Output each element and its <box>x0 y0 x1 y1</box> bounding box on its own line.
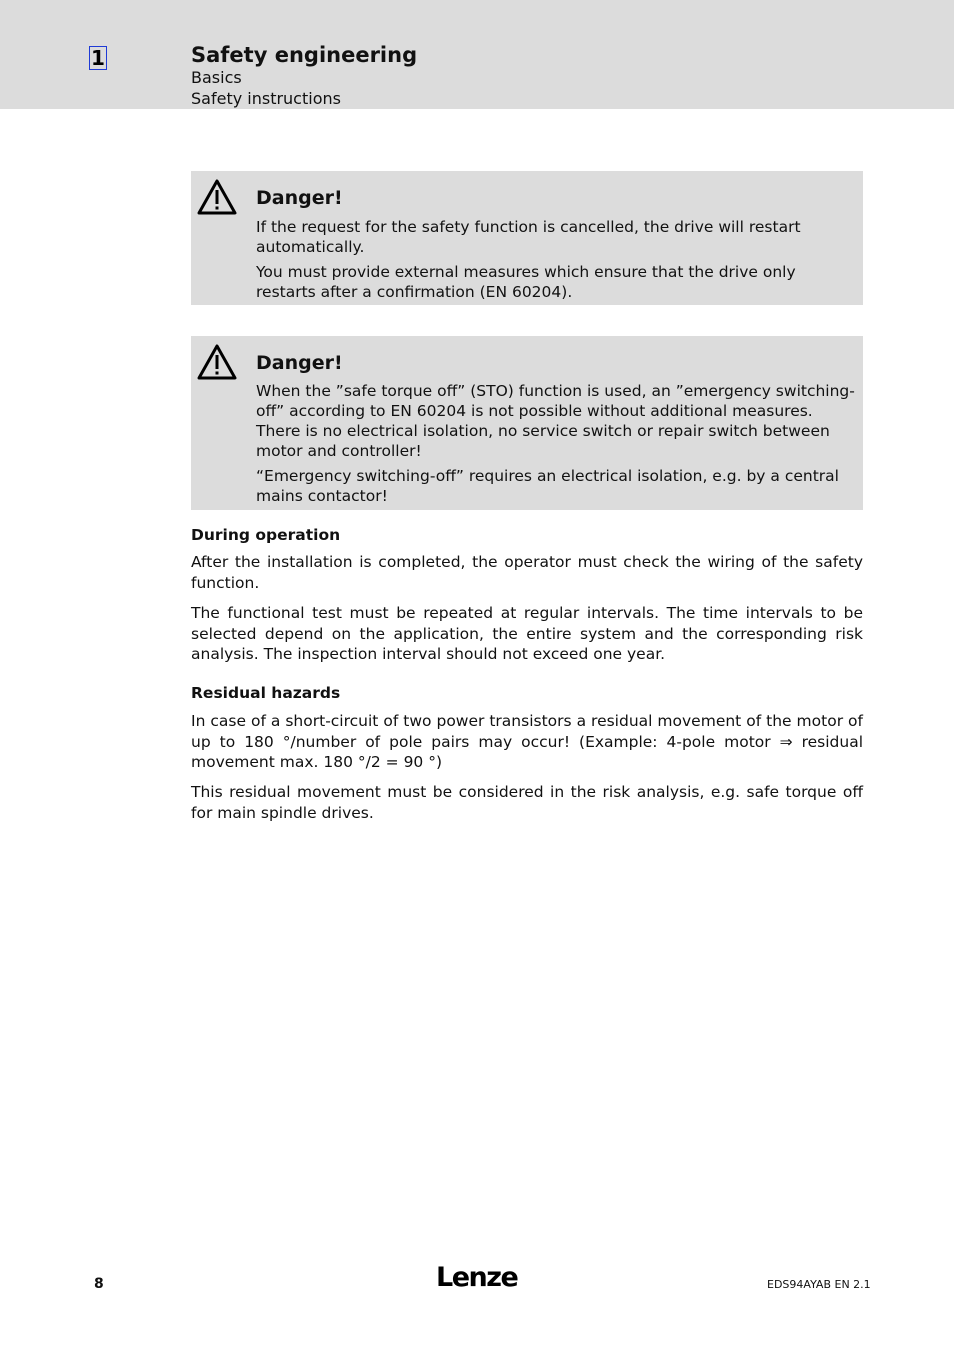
warning-triangle-icon <box>196 178 238 216</box>
section-subtitle: Basics <box>191 68 242 87</box>
warning-triangle-icon <box>196 343 238 381</box>
document-id: EDS94AYAB EN 2.1 <box>767 1278 871 1291</box>
danger-box-restart <box>191 171 863 305</box>
subsection-subtitle: Safety instructions <box>191 89 341 108</box>
paragraph: After the installation is completed, the operator must check the wiring of the safety function. <box>191 553 863 592</box>
header-band <box>0 0 954 109</box>
danger-text: You must provide external measures which ensure that the drive only restarts after a confirmation (EN 60204). <box>256 263 796 301</box>
paragraph: In case of a short-circuit of two power transistors a residual movement of the motor of up to 180 °/number of pole pairs may occur! (Example: 4-pole motor ⇒ residual movement max. 180 °/2 = 90 °) <box>191 712 863 771</box>
paragraph: This residual movement must be considered in the risk analysis, e.g. safe torque off for main spindle drives. <box>191 783 863 822</box>
chapter-title: Safety engineering <box>191 43 418 67</box>
danger-text: When the ”safe torque off” (STO) function is used, an ”emergency switching-off” according to EN 60204 is not possible without additional measures. There is no electrical isolation, no service switch or repair switch between motor and controller! <box>256 382 855 460</box>
danger-box-sto <box>191 336 863 510</box>
page-number: 8 <box>94 1276 104 1292</box>
danger-title: Danger! <box>256 187 343 209</box>
paragraph: The functional test must be repeated at regular intervals. The time intervals to be selected depend on the application, the entire system and the corresponding risk analysis. The inspection interval should not exceed one year. <box>191 604 863 663</box>
lenze-logo: Lenze <box>436 1262 518 1293</box>
danger-title: Danger! <box>256 352 343 374</box>
danger-text: “Emergency switching-off” requires an electrical isolation, e.g. by a central mains contactor! <box>256 467 839 505</box>
danger-text: If the request for the safety function is cancelled, the drive will restart automatically. <box>256 218 801 256</box>
heading-during-operation: During operation <box>191 526 341 544</box>
heading-residual-hazards: Residual hazards <box>191 684 341 702</box>
chapter-number-link[interactable]: 1 <box>91 46 105 70</box>
